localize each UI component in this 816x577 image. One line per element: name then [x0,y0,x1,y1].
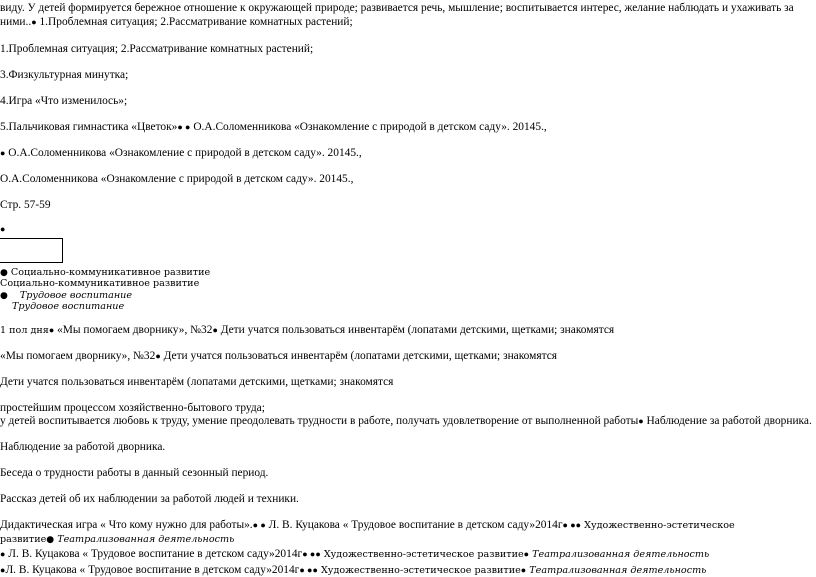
text: простейшим процессом хозяйственно-бытового труда; [0,402,265,414]
bullet-icon: ● [48,325,55,335]
text-line-25 [0,564,706,577]
text: Беседа о трудности работы в данный сезонный период. [0,467,269,479]
bullet-icon: ● [0,565,6,575]
text: Наблюдение за работой дворника. [0,441,166,453]
text-line-20 [0,467,268,480]
text: Трудовое воспитание [12,301,125,312]
text-line-6 [0,121,547,134]
text-line-3 [0,43,313,56]
text: виду. У детей формируется бережное отношение к окружающей природе; развивается речь, мышление; воспитывается интерес, желание наблюдать и ухаживать за [0,2,794,14]
text: 5.Пальчиковая гимнастика «Цветок» [0,121,178,133]
bullet-line [0,223,5,236]
text: развитие [0,534,47,545]
bullet-icon: ● [0,291,8,301]
text-line-7 [0,147,362,160]
bullet-icon: ● ● [252,520,266,530]
text: Л. В. Куцакова « Трудовое воспитание в детском саду»2014г [5,564,300,576]
bullet-icon: ● [523,549,530,559]
text: Театрализованная деятельность [526,565,707,576]
bullet-icon: ● ● [177,122,191,132]
text-line-21 [0,493,299,506]
text-line-24 [0,548,709,561]
text-line-1 [0,2,794,15]
bullet-icon: ● ●● [562,520,582,530]
bullet-icon: ● [0,224,6,234]
text-line-18 [0,415,812,428]
text-line-16 [0,376,393,389]
text-line-13 [12,300,124,313]
text-line-2 [0,16,353,29]
bullet-icon: ● [0,549,6,559]
bullet-icon: ● [0,148,6,158]
text-line-23 [0,533,234,547]
text: ними.. [0,16,32,28]
text-line-5 [0,95,127,108]
text: Л. В. Куцакова « Трудовое воспитание в детском саду»2014г [5,548,303,560]
text: «Мы помогаем дворнику», №32 [0,350,156,362]
text: 1.Проблемная ситуация; 2.Рассматривание комнатных растений; [0,43,314,55]
bullet-icon: ● [155,351,161,361]
text: Социально-коммуникативное развитие [0,278,200,289]
text: Художественно-эстетическое развитие [317,565,521,576]
text: 1.Проблемная ситуация; 2.Рассматривание комнатных растений; [36,16,353,28]
text-line-9 [0,199,51,212]
text: Художественно-эстетическое [581,520,735,531]
text: Театрализованная деятельность [529,549,710,560]
text: у детей воспитывается любовь к труду, умение преодолевать трудности в работе, получать удовлетворение от выполненной работы [0,415,639,427]
text: «Мы помогаем дворнику», №32 [54,324,213,336]
bullet-icon: ● [638,416,644,426]
text: 3.Физкультурная минутка; [0,69,129,81]
bullet-icon: ● ●● [302,549,321,559]
text: Наблюдение за работой дворника. [643,415,812,427]
text: О.А.Соломенникова «Ознакомление с природой в детском саду». 20145., [190,121,547,133]
bullet-icon: ● [31,17,37,27]
text-line-22 [0,519,735,532]
text: Художественно-эстетическое развитие [320,549,524,560]
text: Л. В. Куцакова « Трудовое воспитание в детском саду»2014г [265,519,563,531]
bullet-icon: ● [0,268,8,278]
text: Трудовое воспитание [19,290,132,301]
empty-box [0,238,63,263]
bullet-icon: ● [46,535,55,545]
text: Рассказ детей об их наблюдении за работой людей и техники. [0,493,299,505]
text-line-19 [0,441,165,454]
text: О.А.Соломенникова «Ознакомление с природой в детском саду». 20145., [5,147,362,159]
text: Дети учатся пользоваться инвентарём (лопатами детскими, щетками; знакомятся [160,350,558,362]
text: Дидактическая игра « Что кому нужно для работы». [0,519,253,531]
text: О.А.Соломенникова «Ознакомление с природой в детском саду». 20145., [0,173,354,185]
text-line-14 [0,324,614,337]
bullet-icon: ● [212,325,218,335]
text-line-15 [0,350,557,363]
text: 1 пол дня [0,325,49,336]
text: Театрализованная деятельность [54,534,235,545]
bullet-icon: ● [520,565,527,575]
text-line-8 [0,173,353,186]
text: Дети учатся пользоваться инвентарём (лопатами детскими, щетками; знакомятся [0,376,394,388]
bullet-icon: ● ●● [299,565,318,575]
text-line-17 [0,402,265,415]
text: Дети учатся пользоваться инвентарём (лопатами детскими, щетками; знакомятся [217,324,615,336]
text: 4.Игра «Что изменилось»; [0,95,128,107]
text: Социально-коммуникативное развитие [7,267,211,278]
text-line-4 [0,69,128,82]
text: Стр. 57-59 [0,199,51,211]
